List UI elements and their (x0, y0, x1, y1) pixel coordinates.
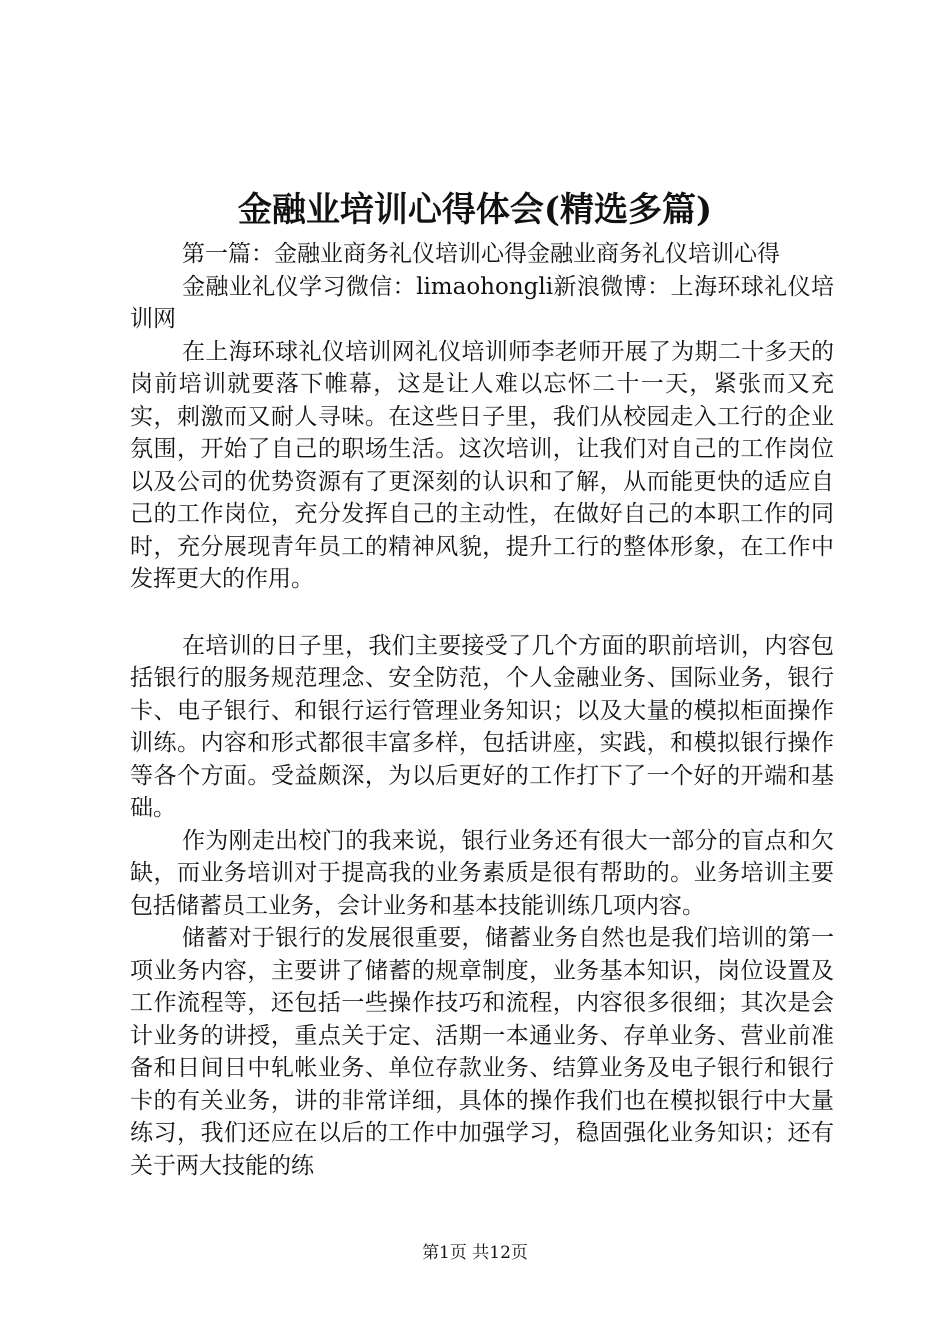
paragraph-1: 第一篇：金融业商务礼仪培训心得金融业商务礼仪培训心得 (182, 241, 780, 267)
document-body (130, 238, 834, 1182)
paragraph-5: 作为刚走出校门的我来说，银行业务还有很大一部分的盲点和欠缺，而业务培训对于提高我的业务素质是很有帮助的。业务培训主要包括储蓄员工业务，会计业务和基本技能训练几项内容。 (130, 827, 834, 919)
page-number-footer: 第1页 共12页 (422, 1243, 528, 1263)
document-title: 金融业培训心得体会(精选多篇) (237, 190, 713, 230)
paragraph-2: 金融业礼仪学习微信：limaohongli新浪微博：上海环球礼仪培训网 (130, 273, 834, 332)
paragraph-3: 在上海环球礼仪培训网礼仪培训师李老师开展了为期二十多天的岗前培训就要落下帷幕，这是让人难以忘怀二十一天，紧张而又充实，刺激而又耐人寻味。在这些日子里，我们从校园走入工行的企业氛围，开始了自己的职场生活。这次培训，让我们对自己的工作岗位以及公司的优势资源有了更深刻的认识和了解，从而能更快的适应自己的工作岗位，充分发挥自己的主动性，在做好自己的本职工作的同时，充分展现青年员工的精神风貌，提升工行的整体形象，在工作中发挥更大的作用。 (130, 338, 834, 592)
paragraph-4: 在培训的日子里，我们主要接受了几个方面的职前培训，内容包括银行的服务规范理念、安全防范，个人金融业务、国际业务，银行卡、电子银行、和银行运行管理业务知识；以及大量的模拟柜面操作训练。内容和形式都很丰富多样，包括讲座，实践，和模拟银行操作等各个方面。受益颇深，为以后更好的工作打下了一个好的开端和基础。 (130, 632, 834, 821)
paragraph-6: 储蓄对于银行的发展很重要，储蓄业务自然也是我们培训的第一项业务内容，主要讲了储蓄的规章制度，业务基本知识，岗位设置及工作流程等，还包括一些操作技巧和流程，内容很多很细；其次是会计业务的讲授，重点关于定、活期一本通业务、存单业务、营业前准备和日间日中轧帐业务、单位存款业务、结算业务及电子银行和银行卡的有关业务，讲的非常详细，具体的操作我们也在模拟银行中大量练习，我们还应在以后的工作中加强学习，稳固强化业务知识；还有关于两大技能的练 (130, 925, 834, 1179)
